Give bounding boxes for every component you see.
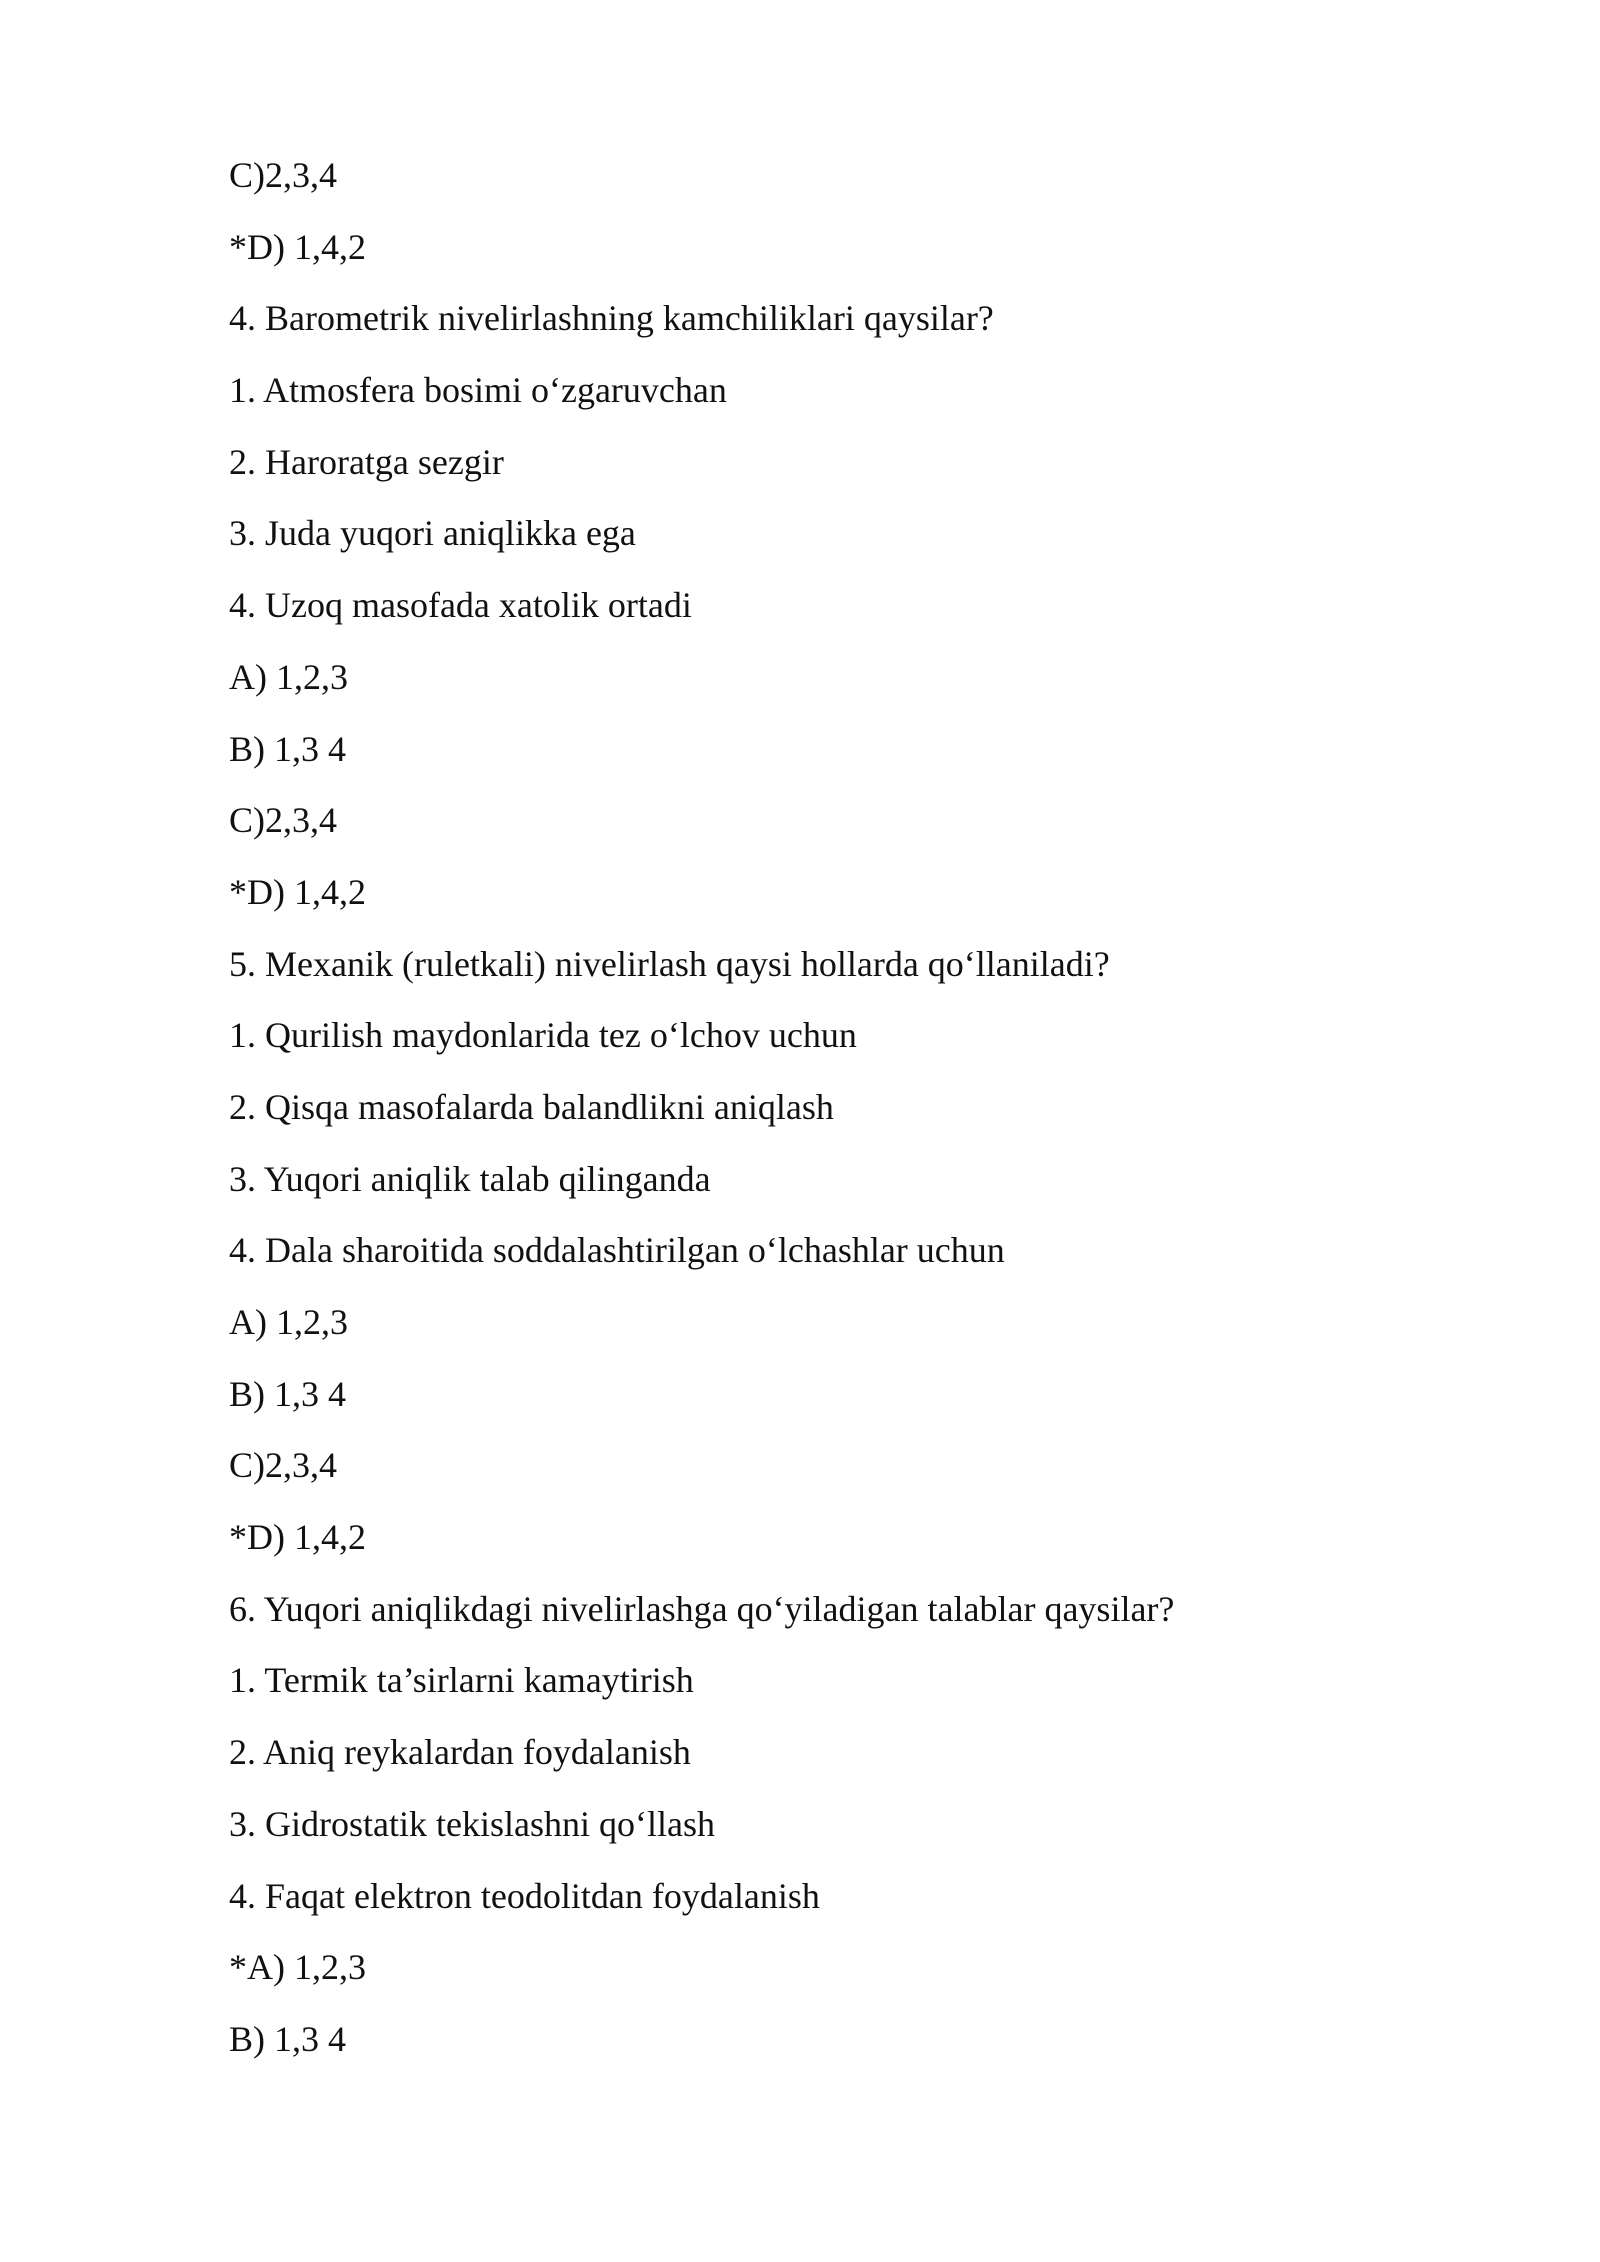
question-4-option-d-correct: *D) 1,4,2 [229,871,366,912]
question-5: 5. Mexanik (ruletkali) nivelirlash qaysi hollarda qo‘llaniladi? [229,943,1110,984]
question-4-statement-2: 2. Haroratga sezgir [229,441,504,482]
question-4-statement-3: 3. Juda yuqori aniqlikka ega [229,513,636,554]
question-6-option-b: B) 1,3 4 [229,2018,346,2059]
question-4-option-b: B) 1,3 4 [229,728,346,769]
question-6-statement-2: 2. Aniq reykalardan foydalanish [229,1732,691,1773]
question-5-statement-1: 1. Qurilish maydonlarida tez o‘lchov uchun [229,1015,857,1056]
question-4-option-a: A) 1,2,3 [229,656,348,697]
question-4-statement-4: 4. Uzoq masofada xatolik ortadi [229,585,692,626]
question-4-option-c: C)2,3,4 [229,800,337,841]
question-5-option-d-correct: *D) 1,4,2 [229,1517,366,1558]
question-6: 6. Yuqori aniqlikdagi nivelirlashga qo‘yiladigan talablar qaysilar? [229,1588,1175,1629]
question-4: 4. Barometrik nivelirlashning kamchiliklari qaysilar? [229,298,994,339]
question-6-option-a-correct: *A) 1,2,3 [229,1947,366,1988]
question-5-option-c: C)2,3,4 [229,1445,337,1486]
question-6-statement-4: 4. Faqat elektron teodolitdan foydalanish [229,1875,820,1916]
question-4-statement-1: 1. Atmosfera bosimi o‘zgaruvchan [229,370,727,411]
question-6-statement-1: 1. Termik ta’sirlarni kamaytirish [229,1660,694,1701]
question-5-option-a: A) 1,2,3 [229,1302,348,1342]
question-5-statement-4: 4. Dala sharoitida soddalashtirilgan o‘lchashlar uchun [229,1230,1005,1271]
document-body [229,145,1409,2081]
question-5-option-b: B) 1,3 4 [229,1373,346,1414]
answer-option-c: C)2,3,4 [229,155,337,195]
question-5-statement-2: 2. Qisqa masofalarda balandlikni aniqlash [229,1086,834,1127]
answer-option-d-correct: *D) 1,4,2 [229,226,366,267]
question-5-statement-3: 3. Yuqori aniqlik talab qilinganda [229,1158,711,1199]
question-6-statement-3: 3. Gidrostatik tekislashni qo‘llash [229,1803,715,1844]
